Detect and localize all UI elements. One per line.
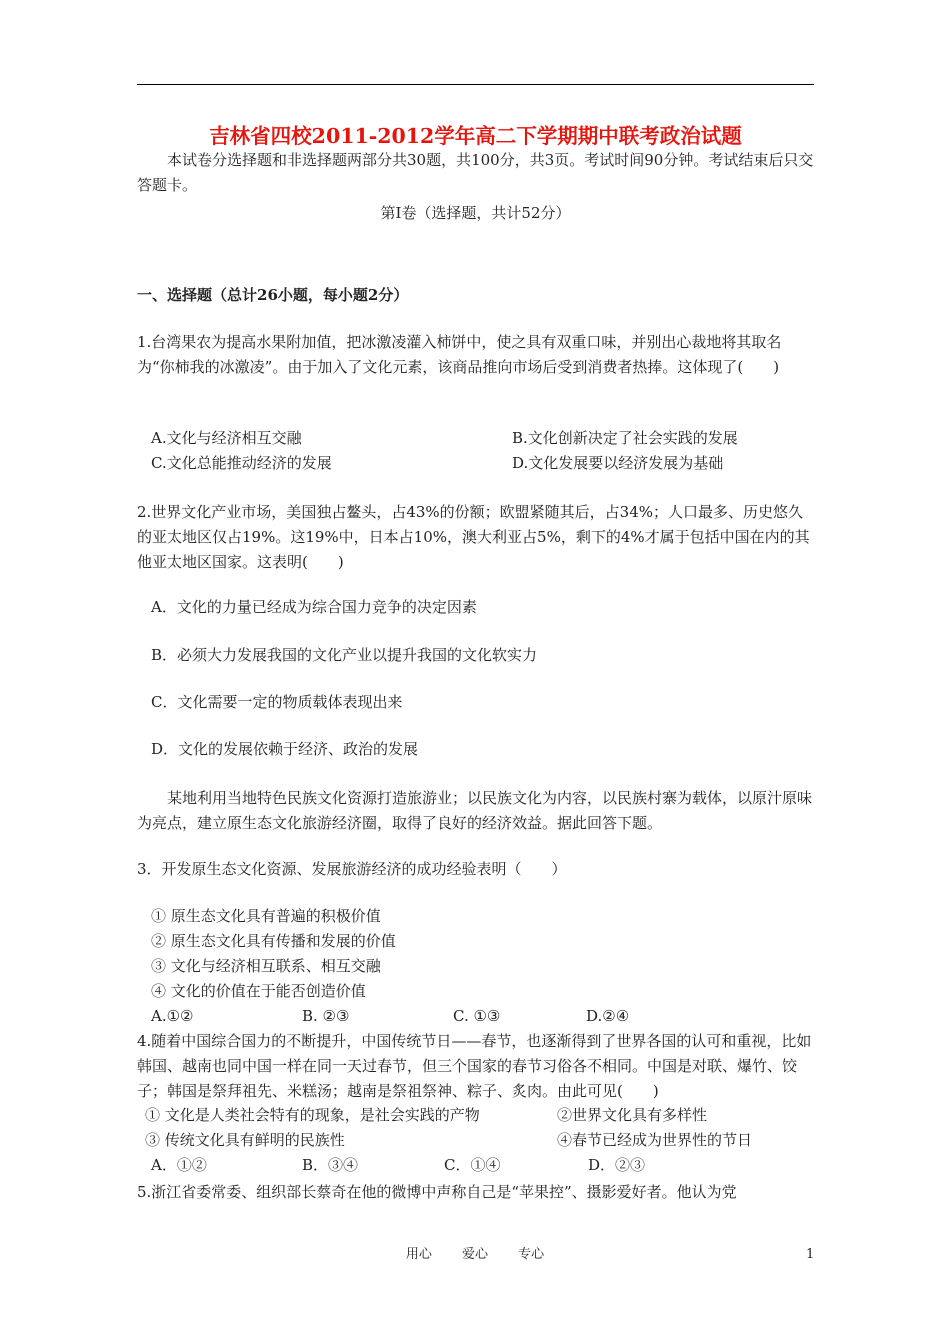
option-b: B．③④ — [302, 1156, 359, 1174]
exam-intro: 本试卷分选择题和非选择题两部分共30题，共100分，共3页。考试时间90分钟。考试结束后只交答题卡。 — [137, 151, 814, 194]
header-rule — [137, 84, 814, 85]
question-2-option-b — [0, 643, 950, 668]
option-b: B.文化创新决定了社会实践的发展 — [512, 429, 738, 447]
option-d: D.文化发展要以经济发展为基础 — [512, 454, 724, 472]
page-number: 1 — [806, 1247, 815, 1262]
question-4-statements-row-1 — [0, 1103, 950, 1128]
question-2-option-a — [0, 595, 950, 620]
footer-word-3: 专心 — [518, 1247, 545, 1262]
option-b: B. ②③ — [302, 1007, 350, 1025]
option-c: C．文化需要一定的物质载体表现出来 — [151, 693, 403, 711]
option-d: D．文化的发展依赖于经济、政治的发展 — [151, 740, 419, 758]
footer-word-2: 爱心 — [461, 1247, 488, 1262]
footer-word-1: 用心 — [405, 1247, 432, 1262]
option-c: C．①④ — [444, 1156, 501, 1174]
option-a: A．文化的力量已经成为综合国力竞争的决定因素 — [151, 598, 477, 616]
statement-text: ③ 文化与经济相互联系、相互交融 — [151, 957, 381, 975]
question-2-stem: 2.世界文化产业市场，美国独占鳌头，占43%的份额；欧盟紧随其后，占34%；人口最多、历史悠久的亚太地区仅占19%。这19%中，日本占10%，澳大利亚占5%，剩下的4%才属于包括中国在内的其他亚太地区国家。这表明( ) — [137, 503, 810, 571]
statement-text: ① 文化是人类社会特有的现象，是社会实践的产物 — [145, 1106, 480, 1124]
statement-text: ④春节已经成为世界性的节日 — [557, 1131, 753, 1149]
question-1-options-row-2 — [0, 451, 950, 476]
option-d: D.②④ — [586, 1007, 630, 1025]
question-5-stem — [0, 1180, 950, 1205]
question-4-statements-row-2 — [0, 1128, 950, 1153]
question-1-stem: 1.台湾果农为提高水果附加值，把冰激凌灌入柿饼中，使之具有双重口味，并别出心裁地将其取名为“你柿我的冰激凌”。由于加入了文化元素，该商品推向市场后受到消费者热捧。这体现了( ) — [137, 333, 782, 376]
question-1-options-row-1 — [0, 426, 950, 451]
statement-text: ②世界文化具有多样性 — [557, 1106, 708, 1124]
reading-material: 某地利用当地特色民族文化资源打造旅游业；以民族文化为内容，以民族村寨为载体，以原汁原味为亮点，建立原生态文化旅游经济圈，取得了良好的经济效益。据此回答下题。 — [137, 789, 813, 832]
question-3-stem — [0, 857, 950, 882]
option-b: B．必须大力发展我国的文化产业以提升我国的文化软实力 — [151, 646, 538, 664]
option-d: D．②③ — [588, 1156, 646, 1174]
question-2-option-c — [0, 690, 950, 715]
option-a: A.①② — [151, 1007, 194, 1025]
stem-text: 3．开发原生态文化资源、发展旅游经济的成功经验表明（ ） — [137, 860, 567, 878]
section-heading: 一、选择题（总计26小题，每小题2分） — [137, 286, 409, 304]
volume-heading: 第Ⅰ卷（选择题，共计52分） — [380, 204, 571, 222]
option-a: A.文化与经济相互交融 — [151, 429, 302, 447]
exam-title: 吉林省四校2011-2012学年高二下学期期中联考政治试题 — [209, 124, 742, 148]
statement-text: ③ 传统文化具有鲜明的民族性 — [145, 1131, 345, 1149]
question-4-options — [0, 1153, 950, 1178]
question-3-options — [0, 1004, 950, 1029]
stem-text: 5.浙江省委常委、组织部长蔡奇在他的微博中声称自己是“苹果控”、摄影爱好者。他认为党 — [137, 1183, 737, 1201]
question-3-statement-2 — [0, 929, 950, 954]
option-c: C.文化总能推动经济的发展 — [151, 454, 332, 472]
statement-text: ② 原生态文化具有传播和发展的价值 — [151, 932, 396, 950]
option-a: A．①② — [151, 1156, 207, 1174]
question-3-statement-4 — [0, 979, 950, 1004]
statement-text: ④ 文化的价值在于能否创造价值 — [151, 982, 366, 1000]
option-c: C. ①③ — [453, 1007, 501, 1025]
question-3-statement-3 — [0, 954, 950, 979]
statement-text: ① 原生态文化具有普遍的积极价值 — [151, 907, 381, 925]
question-3-statement-1 — [0, 904, 950, 929]
question-2-option-d — [0, 737, 950, 762]
question-4-stem: 4.随着中国综合国力的不断提升，中国传统节日——春节，也逐渐得到了世界各国的认可和重视，比如韩国、越南也同中国一样在同一天过春节，但三个国家的春节习俗各不相同。中国是对联、爆竹、饺子；韩国是祭拜祖先、米糕汤；越南是祭祖祭神、粽子、炙肉。由此可见( ) — [137, 1032, 812, 1100]
